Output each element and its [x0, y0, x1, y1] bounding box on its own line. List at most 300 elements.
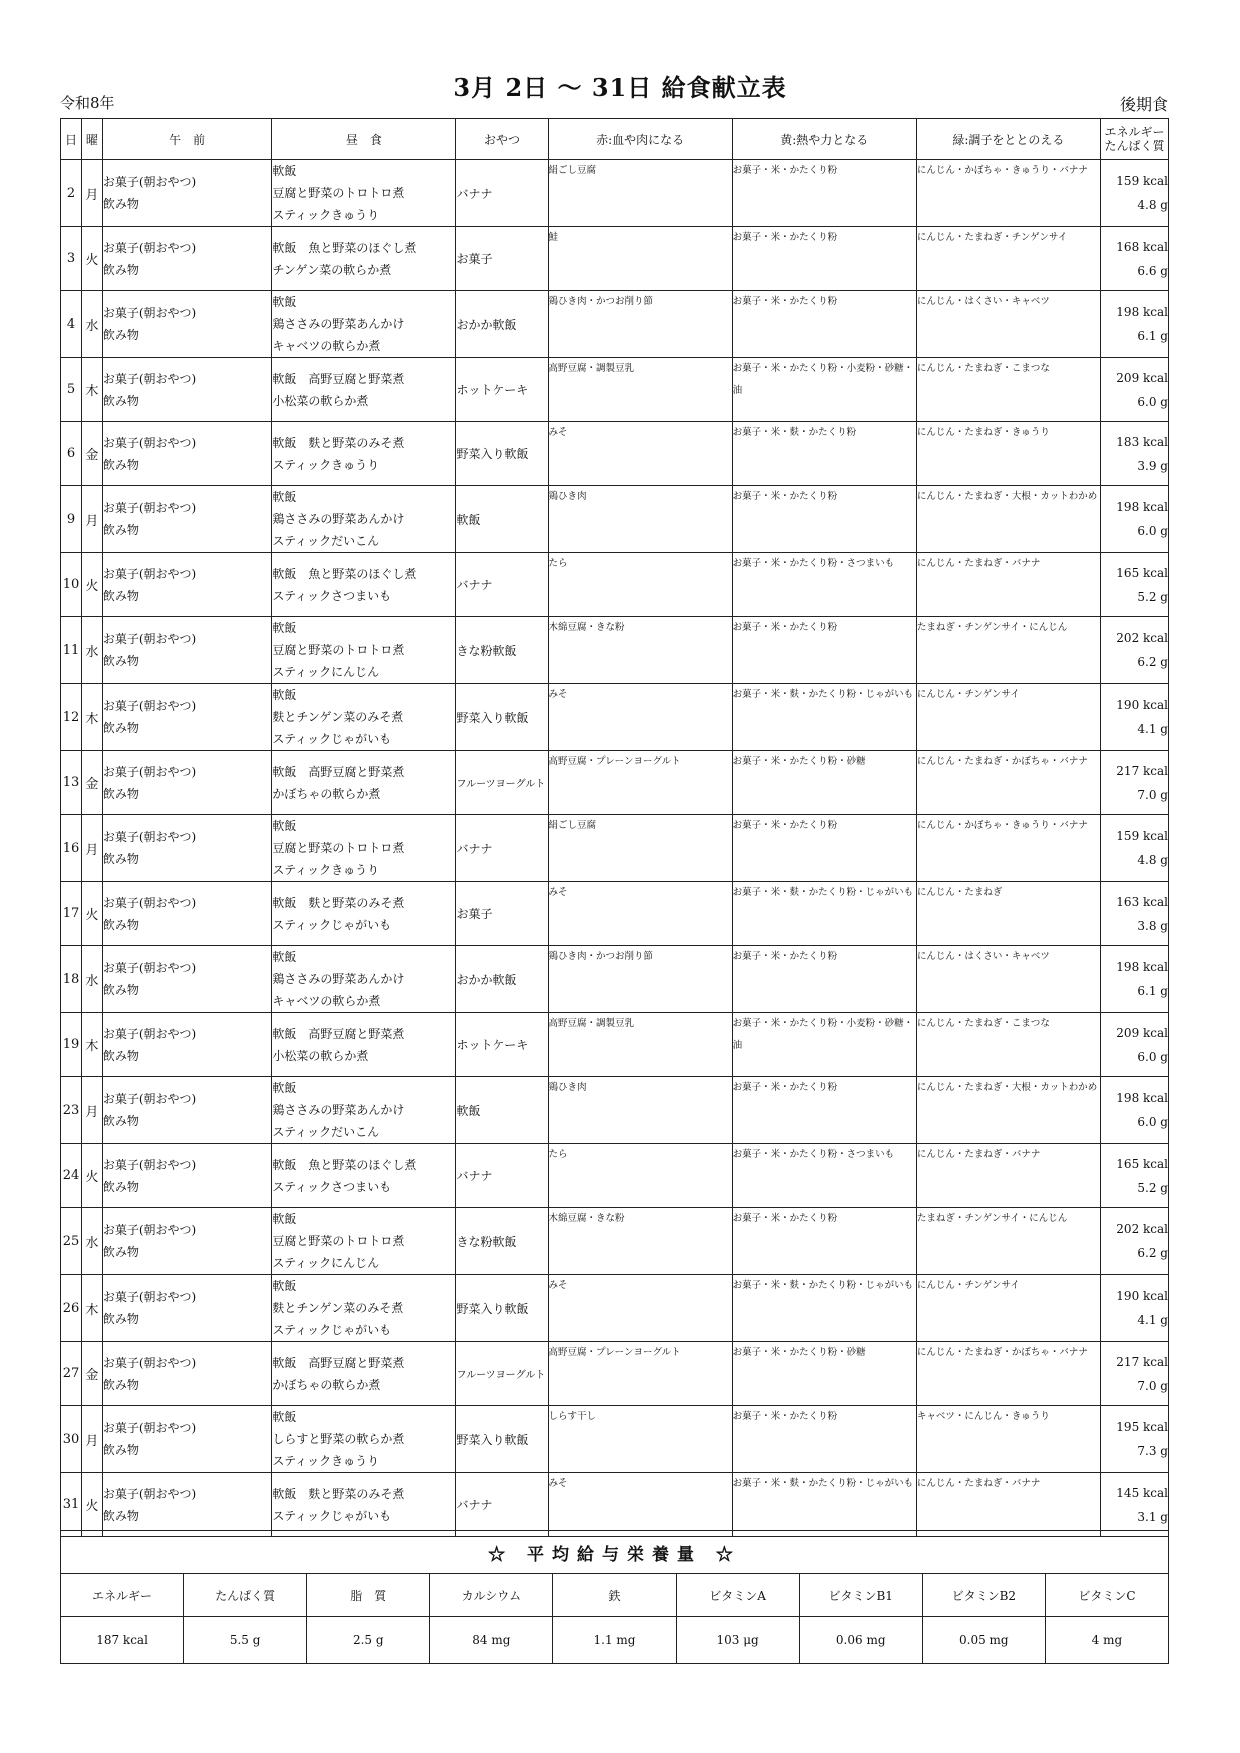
morning-cell	[102, 160, 271, 227]
morning-item: 飲み物	[102, 654, 139, 668]
lunch-item: 軟飯	[272, 295, 297, 309]
red-foods-cell: 木綿豆腐・きな粉	[548, 1208, 732, 1275]
morning-cell	[102, 1473, 271, 1537]
energy-cell	[1100, 1208, 1168, 1275]
yellow-foods-cell: お菓子・米・かたくり粉・小麦粉・砂糖・油	[732, 1013, 916, 1077]
morning-cell	[102, 227, 271, 291]
lunch-cell	[272, 815, 456, 882]
day-cell: 6	[61, 422, 82, 486]
average-header-cell: 脂 質	[307, 1574, 430, 1617]
table-row	[61, 422, 1169, 486]
lunch-item: スティックきゅうり	[272, 457, 380, 472]
average-header-cell: たんぱく質	[184, 1574, 307, 1617]
red-foods-cell: 鶏ひき肉	[548, 486, 732, 553]
lunch-item: スティックじゃがいも	[272, 732, 392, 746]
energy-cell	[1100, 1275, 1168, 1342]
protein-value: 6.0 g	[1137, 394, 1168, 409]
energy-cell	[1100, 1077, 1168, 1144]
page-title: 3月 2日 〜 31日 給食献立表	[453, 73, 787, 102]
morning-item: 飲み物	[102, 786, 139, 801]
red-foods-cell: 鶏ひき肉・かつお削り節	[548, 291, 732, 358]
morning-item: 飲み物	[102, 917, 139, 932]
weekday-cell: 金	[81, 422, 102, 486]
red-foods-cell: みそ	[548, 684, 732, 751]
day-cell: 26	[61, 1275, 82, 1342]
table-row	[61, 1077, 1169, 1144]
lunch-cell	[272, 1342, 456, 1406]
yellow-foods-cell: お菓子・米・かたくり粉・さつまいも	[732, 1144, 916, 1208]
snack-cell: バナナ	[456, 553, 548, 617]
red-foods-cell: しらす干し	[548, 1406, 732, 1473]
protein-value: 7.0 g	[1137, 1378, 1168, 1393]
lunch-item: 軟飯	[272, 1212, 297, 1226]
snack-cell: バナナ	[456, 815, 548, 882]
protein-value: 4.1 g	[1137, 1313, 1168, 1327]
weekday-cell: 木	[81, 1275, 102, 1342]
green-foods-cell: キャベツ・にんじん・きゅうり	[916, 1406, 1100, 1473]
col-am: 午 前	[102, 119, 271, 160]
yellow-foods-cell: お菓子・米・麩・かたくり粉	[732, 422, 916, 486]
morning-item: 飲み物	[102, 1443, 139, 1457]
protein-value: 3.1 g	[1137, 1509, 1168, 1524]
energy-cell	[1100, 882, 1168, 946]
average-value-cell: 0.05 mg	[922, 1617, 1045, 1664]
lunch-cell	[272, 946, 456, 1013]
lunch-cell	[272, 684, 456, 751]
snack-cell: ホットケーキ	[456, 358, 548, 422]
weekday-cell: 月	[81, 1406, 102, 1473]
lunch-item: スティックにんじん	[272, 665, 380, 679]
morning-item: 飲み物	[102, 983, 139, 997]
lunch-item: 豆腐と野菜のトロトロ煮	[272, 1234, 405, 1248]
table-row	[61, 1144, 1169, 1208]
snack-cell: バナナ	[456, 160, 548, 227]
red-foods-cell: みそ	[548, 1275, 732, 1342]
day-cell: 11	[61, 617, 82, 684]
lunch-item: 軟飯 高野豆腐と野菜煮	[272, 1355, 405, 1370]
lunch-item: 軟飯 麩と野菜のみそ煮	[272, 435, 405, 450]
energy-value: 202 kcal	[1116, 1222, 1168, 1236]
average-header-cell: ビタミンC	[1045, 1574, 1168, 1617]
yellow-foods-cell: お菓子・米・かたくり粉・砂糖	[732, 751, 916, 815]
morning-cell	[102, 358, 271, 422]
red-foods-cell: たら	[548, 1144, 732, 1208]
lunch-item: 軟飯 麩と野菜のみそ煮	[272, 895, 405, 910]
col-dow: 曜	[81, 119, 102, 160]
average-value-cell: 4 mg	[1045, 1617, 1168, 1664]
lunch-item: スティックきゅうり	[272, 863, 380, 877]
green-foods-cell: にんじん・たまねぎ・こまつな	[916, 1013, 1100, 1077]
yellow-foods-cell: お菓子・米・かたくり粉	[732, 946, 916, 1013]
morning-item: 飲み物	[102, 393, 139, 408]
green-foods-cell: にんじん・たまねぎ・チンゲンサイ	[916, 227, 1100, 291]
lunch-item: 軟飯	[272, 1410, 297, 1424]
lunch-cell	[272, 617, 456, 684]
energy-value: 209 kcal	[1116, 370, 1168, 385]
day-cell: 24	[61, 1144, 82, 1208]
lunch-item: 軟飯 高野豆腐と野菜煮	[272, 1026, 405, 1041]
morning-item: お菓子(朝おやつ)	[102, 371, 197, 386]
morning-item: 飲み物	[102, 1179, 139, 1194]
day-cell: 4	[61, 291, 82, 358]
table-row	[61, 1208, 1169, 1275]
day-cell: 25	[61, 1208, 82, 1275]
snack-cell: バナナ	[456, 1144, 548, 1208]
lunch-item: スティックきゅうり	[272, 1454, 380, 1468]
morning-cell	[102, 486, 271, 553]
day-cell: 27	[61, 1342, 82, 1406]
morning-cell	[102, 815, 271, 882]
morning-item: 飲み物	[102, 588, 139, 603]
green-foods-cell: にんじん・かぼちゃ・きゅうり・バナナ	[916, 160, 1100, 227]
green-foods-cell: にんじん・かぼちゃ・きゅうり・バナナ	[916, 815, 1100, 882]
snack-cell: きな粉軟飯	[456, 617, 548, 684]
yellow-foods-cell: お菓子・米・かたくり粉	[732, 291, 916, 358]
morning-cell	[102, 1275, 271, 1342]
energy-cell	[1100, 751, 1168, 815]
red-foods-cell: 絹ごし豆腐	[548, 160, 732, 227]
era-label: 令和8年	[60, 94, 115, 112]
red-foods-cell: 鮭	[548, 227, 732, 291]
energy-value: 198 kcal	[1116, 305, 1168, 319]
lunch-cell	[272, 882, 456, 946]
energy-cell	[1100, 160, 1168, 227]
lunch-item: 麩とチンゲン菜のみそ煮	[272, 1301, 404, 1315]
lunch-cell	[272, 291, 456, 358]
snack-cell: 軟飯	[456, 1077, 548, 1144]
weekday-cell: 火	[81, 1144, 102, 1208]
morning-item: お菓子(朝おやつ)	[102, 699, 197, 713]
morning-item: お菓子(朝おやつ)	[102, 1026, 197, 1041]
table-header-row	[61, 119, 1169, 160]
protein-value: 6.1 g	[1137, 984, 1168, 998]
lunch-item: スティックじゃがいも	[272, 1508, 392, 1523]
morning-cell	[102, 946, 271, 1013]
morning-item: 飲み物	[102, 523, 139, 537]
green-foods-cell: にんじん・たまねぎ	[916, 882, 1100, 946]
energy-value: 159 kcal	[1116, 829, 1168, 843]
snack-cell: お菓子	[456, 882, 548, 946]
energy-value: 183 kcal	[1116, 434, 1168, 449]
average-header-cell: カルシウム	[430, 1574, 553, 1617]
table-row	[61, 751, 1169, 815]
morning-item: お菓子(朝おやつ)	[102, 1157, 197, 1172]
lunch-item: かぼちゃの軟らか煮	[272, 786, 381, 801]
red-foods-cell: 鶏ひき肉	[548, 1077, 732, 1144]
red-foods-cell: 絹ごし豆腐	[548, 815, 732, 882]
protein-value: 7.0 g	[1137, 787, 1168, 802]
morning-item: お菓子(朝おやつ)	[102, 961, 197, 975]
morning-cell	[102, 553, 271, 617]
table-row	[61, 358, 1169, 422]
average-header-cell: 鉄	[553, 1574, 676, 1617]
energy-value: 165 kcal	[1116, 565, 1168, 580]
weekday-cell: 火	[81, 227, 102, 291]
morning-cell	[102, 1208, 271, 1275]
lunch-item: スティックにんじん	[272, 1256, 380, 1270]
lunch-cell	[272, 227, 456, 291]
morning-item: 飲み物	[102, 1048, 139, 1063]
average-value-cell: 103 μg	[676, 1617, 799, 1664]
red-foods-cell: 高野豆腐・プレーンヨーグルト	[548, 1342, 732, 1406]
lunch-item: 豆腐と野菜のトロトロ煮	[272, 841, 405, 855]
green-foods-cell: にんじん・チンゲンサイ	[916, 684, 1100, 751]
morning-cell	[102, 882, 271, 946]
table-row	[61, 1342, 1169, 1406]
lunch-item: 豆腐と野菜のトロトロ煮	[272, 643, 405, 657]
energy-cell	[1100, 1473, 1168, 1537]
snack-cell: おかか軟飯	[456, 291, 548, 358]
lunch-cell	[272, 486, 456, 553]
protein-value: 7.3 g	[1137, 1444, 1168, 1458]
lunch-item: 麩とチンゲン菜のみそ煮	[272, 710, 404, 724]
day-cell: 9	[61, 486, 82, 553]
table-row	[61, 553, 1169, 617]
energy-value: 198 kcal	[1116, 500, 1168, 514]
average-header-cell: ビタミンB1	[799, 1574, 922, 1617]
weekday-cell: 月	[81, 1077, 102, 1144]
green-foods-cell: にんじん・たまねぎ・かぼちゃ・バナナ	[916, 751, 1100, 815]
morning-item: 飲み物	[102, 1245, 139, 1259]
morning-cell	[102, 422, 271, 486]
table-row	[61, 617, 1169, 684]
snack-cell: フルーツヨーグルト	[456, 1342, 548, 1406]
day-cell: 16	[61, 815, 82, 882]
day-cell: 31	[61, 1473, 82, 1537]
col-green: 緑:調子をととのえる	[916, 119, 1100, 160]
morning-cell	[102, 1144, 271, 1208]
energy-value: 195 kcal	[1116, 1420, 1168, 1434]
morning-item: 飲み物	[102, 721, 139, 735]
lunch-item: 軟飯 魚と野菜のほぐし煮	[272, 240, 417, 255]
day-cell: 3	[61, 227, 82, 291]
energy-value: 190 kcal	[1116, 1289, 1168, 1303]
weekday-cell: 金	[81, 751, 102, 815]
lunch-item: 鶏ささみの野菜あんかけ	[272, 1103, 405, 1117]
energy-value: 217 kcal	[1116, 763, 1168, 778]
morning-item: 飲み物	[102, 457, 139, 472]
lunch-item: 鶏ささみの野菜あんかけ	[272, 512, 405, 526]
table-row	[61, 227, 1169, 291]
lunch-cell	[272, 751, 456, 815]
morning-item: お菓子(朝おやつ)	[102, 1486, 197, 1501]
lunch-cell	[272, 1077, 456, 1144]
lunch-item: 軟飯	[272, 490, 297, 504]
lunch-cell	[272, 1144, 456, 1208]
protein-value: 6.0 g	[1137, 524, 1168, 538]
snack-cell: 野菜入り軟飯	[456, 1275, 548, 1342]
energy-cell	[1100, 1013, 1168, 1077]
lunch-item: 軟飯 麩と野菜のみそ煮	[272, 1486, 405, 1501]
lunch-item: しらすと野菜の軟らか煮	[272, 1432, 405, 1446]
morning-cell	[102, 1342, 271, 1406]
lunch-item: チンゲン菜の軟らか煮	[272, 262, 392, 277]
red-foods-cell: みそ	[548, 422, 732, 486]
morning-cell	[102, 1077, 271, 1144]
weekday-cell: 月	[81, 815, 102, 882]
table-row	[61, 1473, 1169, 1537]
snack-cell: おかか軟飯	[456, 946, 548, 1013]
day-cell: 10	[61, 553, 82, 617]
lunch-item: スティックじゃがいも	[272, 1323, 392, 1337]
energy-value: 202 kcal	[1116, 631, 1168, 645]
lunch-item: スティックさつまいも	[272, 588, 392, 603]
morning-item: お菓子(朝おやつ)	[102, 1290, 197, 1304]
day-cell: 23	[61, 1077, 82, 1144]
yellow-foods-cell: お菓子・米・かたくり粉	[732, 1406, 916, 1473]
morning-cell	[102, 291, 271, 358]
col-protein-label: たんぱく質	[1104, 139, 1165, 153]
lunch-item: 軟飯	[272, 950, 297, 964]
protein-value: 4.1 g	[1137, 722, 1168, 736]
lunch-item: スティックさつまいも	[272, 1179, 392, 1194]
morning-item: お菓子(朝おやつ)	[102, 435, 197, 450]
protein-value: 6.0 g	[1137, 1049, 1168, 1064]
green-foods-cell: にんじん・たまねぎ・バナナ	[916, 553, 1100, 617]
lunch-item: 鶏ささみの野菜あんかけ	[272, 972, 405, 986]
menu-table	[60, 118, 1169, 1537]
green-foods-cell: にんじん・たまねぎ・きゅうり	[916, 422, 1100, 486]
yellow-foods-cell: お菓子・米・かたくり粉	[732, 227, 916, 291]
energy-cell	[1100, 422, 1168, 486]
table-row	[61, 291, 1169, 358]
lunch-item: 鶏ささみの野菜あんかけ	[272, 317, 405, 331]
energy-cell	[1100, 227, 1168, 291]
lunch-item: 軟飯 魚と野菜のほぐし煮	[272, 1157, 417, 1172]
protein-value: 3.9 g	[1137, 458, 1168, 473]
yellow-foods-cell: お菓子・米・かたくり粉・砂糖	[732, 1342, 916, 1406]
yellow-foods-cell: お菓子・米・麩・かたくり粉・じゃがいも	[732, 882, 916, 946]
red-foods-cell: 木綿豆腐・きな粉	[548, 617, 732, 684]
morning-cell	[102, 751, 271, 815]
yellow-foods-cell: お菓子・米・かたくり粉	[732, 1077, 916, 1144]
weekday-cell: 月	[81, 160, 102, 227]
average-header-cell: ビタミンB2	[922, 1574, 1045, 1617]
morning-item: お菓子(朝おやつ)	[102, 566, 197, 581]
energy-cell	[1100, 1406, 1168, 1473]
red-foods-cell: みそ	[548, 1473, 732, 1537]
morning-item: お菓子(朝おやつ)	[102, 1421, 197, 1435]
protein-value: 6.1 g	[1137, 329, 1168, 343]
table-row	[61, 1013, 1169, 1077]
average-nutrition-table	[60, 1530, 1169, 1664]
morning-item: お菓子(朝おやつ)	[102, 895, 197, 910]
protein-value: 5.2 g	[1137, 1180, 1168, 1195]
lunch-item: 軟飯	[272, 621, 297, 635]
lunch-item: 小松菜の軟らか煮	[272, 393, 369, 408]
lunch-cell	[272, 1208, 456, 1275]
protein-value: 5.2 g	[1137, 589, 1168, 604]
energy-value: 217 kcal	[1116, 1354, 1168, 1369]
lunch-item: 軟飯	[272, 819, 297, 833]
yellow-foods-cell: お菓子・米・かたくり粉・さつまいも	[732, 553, 916, 617]
protein-value: 3.8 g	[1137, 918, 1168, 933]
energy-cell	[1100, 1342, 1168, 1406]
snack-cell: 軟飯	[456, 486, 548, 553]
table-row	[61, 1406, 1169, 1473]
lunch-item: スティックだいこん	[272, 534, 380, 548]
yellow-foods-cell: お菓子・米・かたくり粉	[732, 815, 916, 882]
energy-value: 145 kcal	[1116, 1485, 1168, 1500]
average-value-cell: 187 kcal	[61, 1617, 184, 1664]
lunch-cell	[272, 160, 456, 227]
lunch-cell	[272, 553, 456, 617]
average-value-cell: 2.5 g	[307, 1617, 430, 1664]
meal-type-label: 後期食	[1119, 95, 1168, 114]
day-cell: 5	[61, 358, 82, 422]
average-value-cell: 0.06 mg	[799, 1617, 922, 1664]
protein-value: 4.8 g	[1137, 853, 1168, 867]
energy-cell	[1100, 946, 1168, 1013]
weekday-cell: 月	[81, 486, 102, 553]
weekday-cell: 金	[81, 1342, 102, 1406]
col-day: 日	[61, 119, 82, 160]
weekday-cell: 水	[81, 291, 102, 358]
green-foods-cell: にんじん・たまねぎ・大根・カットわかめ	[916, 1077, 1100, 1144]
weekday-cell: 木	[81, 1013, 102, 1077]
lunch-item: キャベツの軟らか煮	[272, 994, 381, 1008]
green-foods-cell: たまねぎ・チンゲンサイ・にんじん	[916, 617, 1100, 684]
day-cell: 30	[61, 1406, 82, 1473]
lunch-cell	[272, 358, 456, 422]
lunch-item: キャベツの軟らか煮	[272, 339, 381, 353]
morning-cell	[102, 684, 271, 751]
lunch-item: 軟飯 高野豆腐と野菜煮	[272, 764, 405, 779]
menu-body	[61, 160, 1169, 1537]
morning-item: お菓子(朝おやつ)	[102, 175, 197, 189]
average-header-row	[61, 1574, 1169, 1617]
yellow-foods-cell: お菓子・米・麩・かたくり粉・じゃがいも	[732, 684, 916, 751]
average-value-cell: 84 mg	[430, 1617, 553, 1664]
energy-value: 168 kcal	[1116, 239, 1168, 254]
lunch-item: 軟飯	[272, 1279, 297, 1293]
lunch-item: 軟飯	[272, 688, 297, 702]
lunch-item: 軟飯 高野豆腐と野菜煮	[272, 371, 405, 386]
day-cell: 2	[61, 160, 82, 227]
yellow-foods-cell: お菓子・米・かたくり粉	[732, 1208, 916, 1275]
lunch-item: 豆腐と野菜のトロトロ煮	[272, 186, 405, 200]
morning-item: 飲み物	[102, 1114, 139, 1128]
col-snack: おやつ	[456, 119, 548, 160]
morning-item: お菓子(朝おやつ)	[102, 1223, 197, 1237]
average-title: ☆ 平均給与栄養量 ☆	[61, 1531, 1169, 1574]
weekday-cell: 水	[81, 1208, 102, 1275]
yellow-foods-cell: お菓子・米・かたくり粉	[732, 486, 916, 553]
table-row	[61, 684, 1169, 751]
morning-item: お菓子(朝おやつ)	[102, 501, 197, 515]
weekday-cell: 水	[81, 617, 102, 684]
energy-cell	[1100, 291, 1168, 358]
lunch-item: 軟飯	[272, 164, 297, 178]
morning-item: お菓子(朝おやつ)	[102, 830, 197, 844]
snack-cell: きな粉軟飯	[456, 1208, 548, 1275]
red-foods-cell: 高野豆腐・調製豆乳	[548, 358, 732, 422]
day-cell: 12	[61, 684, 82, 751]
morning-item: お菓子(朝おやつ)	[102, 1355, 197, 1370]
morning-item: お菓子(朝おやつ)	[102, 306, 197, 320]
energy-cell	[1100, 553, 1168, 617]
average-value-cell: 5.5 g	[184, 1617, 307, 1664]
yellow-foods-cell: お菓子・米・麩・かたくり粉・じゃがいも	[732, 1275, 916, 1342]
morning-cell	[102, 617, 271, 684]
table-row	[61, 815, 1169, 882]
morning-item: お菓子(朝おやつ)	[102, 1092, 197, 1106]
col-lunch: 昼 食	[272, 119, 456, 160]
yellow-foods-cell: お菓子・米・かたくり粉	[732, 160, 916, 227]
lunch-cell	[272, 1275, 456, 1342]
snack-cell: 野菜入り軟飯	[456, 422, 548, 486]
energy-cell	[1100, 486, 1168, 553]
